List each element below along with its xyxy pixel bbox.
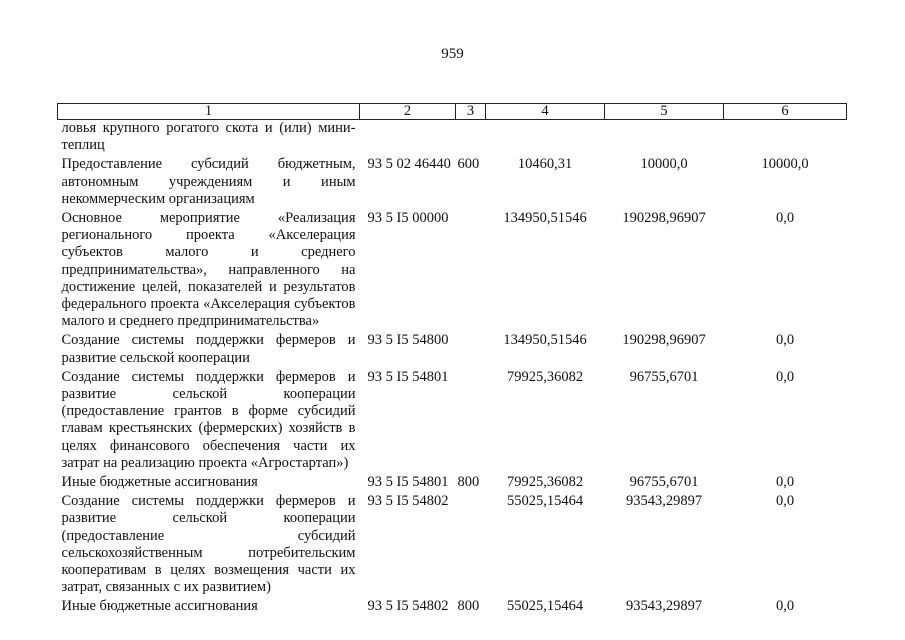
- row-value-6: 0,0: [775, 332, 795, 349]
- row-expense-type: [456, 330, 486, 366]
- row-value-4: [486, 120, 605, 155]
- row-value-4: 79925,36082: [506, 368, 584, 385]
- row-name: Создание системы поддержки фермеров и развитие сельской кооперации: [61, 332, 356, 366]
- row-expense-type: [456, 120, 486, 155]
- row-value-6: [724, 120, 847, 155]
- row-name: Иные бюджетные ассигнования: [61, 474, 258, 491]
- row-expense-type: [456, 208, 486, 330]
- row-expense-type: 600: [457, 156, 480, 173]
- row-value-4: 134950,51546: [503, 210, 587, 227]
- row-value-6: 0,0: [775, 598, 795, 615]
- row-code: 93 5 02 46440: [367, 156, 451, 173]
- row-value-4: 134950,51546: [503, 332, 587, 349]
- row-expense-type: [456, 367, 486, 472]
- row-value-5: 96755,6701: [629, 368, 699, 385]
- row-name: ловья крупного рогатого скота и (или) мини-теплиц: [61, 120, 356, 154]
- table-row: [58, 596, 847, 615]
- row-name: Создание системы поддержки фермеров и развитие сельской кооперации (предоставление грантов в форме субсидий главам крестьянских (фермерских) хозяйств в целях финансового обеспечения части их затрат на реализацию проекта «Агростартап»): [61, 368, 356, 471]
- table-row: [58, 367, 847, 472]
- row-code: [360, 120, 456, 155]
- row-value-6: 10000,0: [761, 156, 809, 173]
- row-code: 93 5 I5 54801: [367, 368, 449, 385]
- table-row: [58, 491, 847, 596]
- column-header-4: 4: [486, 104, 605, 120]
- row-code: 93 5 I5 54802: [367, 493, 449, 510]
- column-header-6: 6: [724, 104, 847, 120]
- row-code: 93 5 I5 54802: [367, 598, 449, 615]
- table-row: [58, 120, 847, 155]
- row-expense-type: 800: [457, 474, 480, 491]
- table-row: [58, 208, 847, 330]
- row-value-5: 10000,0: [640, 156, 688, 173]
- row-code: 93 5 I5 54800: [367, 332, 449, 349]
- table-row: [58, 154, 847, 208]
- column-header-1: 1: [58, 104, 360, 120]
- row-name: Иные бюджетные ассигнования: [61, 598, 258, 615]
- table-row: [58, 472, 847, 491]
- table-row: [58, 330, 847, 366]
- row-value-6: 0,0: [775, 210, 795, 227]
- row-value-4: 55025,15464: [506, 598, 584, 615]
- column-header-2: 2: [360, 104, 456, 120]
- row-value-6: 0,0: [775, 368, 795, 385]
- row-code: 93 5 I5 00000: [367, 210, 449, 227]
- row-expense-type: 800: [457, 598, 480, 615]
- page-number: 959: [441, 46, 464, 62]
- row-value-5: 190298,96907: [622, 332, 706, 349]
- table-header-row: [58, 104, 847, 120]
- row-value-4: 55025,15464: [506, 493, 584, 510]
- row-name: Создание системы поддержки фермеров и развитие сельской кооперации (предоставление субсидий сельскохозяйственным потребительским кооперативам в целях возмещения части их затрат, связанных с их развитием): [61, 493, 356, 596]
- row-value-5: 190298,96907: [622, 210, 706, 227]
- row-value-5: 96755,6701: [629, 474, 699, 491]
- row-value-4: 79925,36082: [506, 474, 584, 491]
- column-header-5: 5: [605, 104, 724, 120]
- row-value-5: 93543,29897: [625, 598, 703, 615]
- row-name: Основное мероприятие «Реализация регионального проекта «Акселерация субъектов малого и среднего предпринимательства», направленного на достижение целей, показателей и результатов федерального проекта «Акселерация субъектов малого и среднего предпринимательства»: [61, 210, 356, 330]
- row-code: 93 5 I5 54801: [367, 474, 449, 491]
- column-header-3: 3: [456, 104, 486, 120]
- row-name: Предоставление субсидий бюджетным, автономным учреждениям и иным некоммерческим организациям: [61, 156, 356, 207]
- row-value-5: 93543,29897: [625, 493, 703, 510]
- row-value-5: [605, 120, 724, 155]
- row-expense-type: [456, 491, 486, 596]
- row-value-6: 0,0: [775, 493, 795, 510]
- row-value-6: 0,0: [775, 474, 795, 491]
- row-value-4: 10460,31: [517, 156, 573, 173]
- budget-table: [57, 103, 847, 616]
